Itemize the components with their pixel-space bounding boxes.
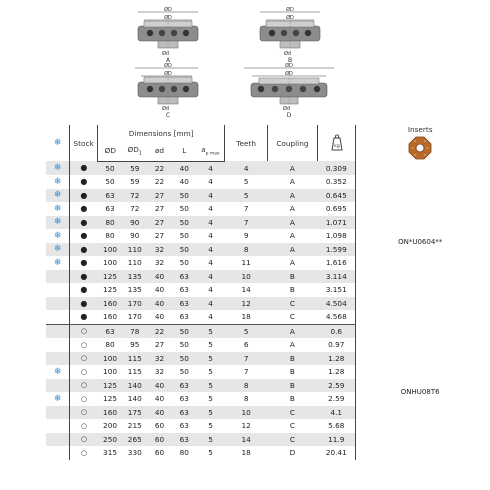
- coupling-header: Coupling: [268, 125, 318, 161]
- cell-ap: 5: [197, 379, 225, 393]
- cell-d: 200: [103, 421, 117, 431]
- snowflake-cell: [46, 324, 70, 338]
- snowflake-cell: [46, 406, 70, 420]
- cell-weight: 0.6: [317, 324, 356, 338]
- cell-d: 100: [98, 352, 123, 366]
- cell-d: 315: [103, 448, 117, 458]
- cell-bore: 40: [147, 406, 172, 420]
- cell-weight: 0.645: [317, 189, 356, 203]
- snowflake-cell: [46, 352, 70, 366]
- cell-ap: 5: [208, 367, 213, 377]
- cell-teeth: 7: [225, 216, 268, 230]
- cell-d1: 90: [130, 231, 140, 241]
- cell-teeth: 7: [225, 352, 268, 366]
- snowflake-cell: [46, 310, 70, 324]
- snowflake-cell: ❄: [53, 366, 62, 377]
- cell-coupling: C: [289, 421, 295, 431]
- cell-l: 63: [179, 394, 189, 404]
- cell-ap: 4: [197, 243, 225, 257]
- stock-cell: ○: [70, 338, 98, 352]
- inserts-title: Inserts: [407, 125, 433, 134]
- cell-teeth: 7: [243, 367, 249, 377]
- cell-weight: 1.071: [317, 216, 356, 230]
- cell-teeth: 18: [241, 312, 251, 322]
- cell-ap: 4: [208, 177, 213, 187]
- cell-weight: 4.1: [317, 406, 356, 420]
- col-ap-header: $a_{p max}$: [197, 141, 225, 161]
- drawing-d: [244, 62, 334, 119]
- cell-coupling: C: [268, 406, 318, 420]
- cell-weight: 2.59: [328, 394, 345, 404]
- cell-l: 63: [179, 312, 189, 322]
- inserts-header: [356, 125, 484, 161]
- d-dim-2: ØD: [285, 71, 293, 77]
- b-dim-3: Ød: [284, 51, 292, 57]
- b-dim-1: ØD: [286, 7, 294, 13]
- cell-d: 80: [98, 216, 123, 230]
- cell-bore: 27: [147, 189, 172, 203]
- stock-cell: ○: [70, 406, 98, 420]
- cell-coupling: A: [289, 204, 295, 214]
- cell-coupling: A: [268, 161, 318, 175]
- cell-l: 80: [179, 448, 189, 458]
- cell-d: 125: [98, 379, 123, 393]
- stock-cell: ○: [70, 324, 98, 338]
- cell-teeth: 14: [225, 433, 268, 447]
- cell-d: 160: [98, 406, 123, 420]
- cell-ap: 4: [208, 231, 213, 241]
- cell-d1: 115: [122, 352, 147, 366]
- cell-bore: 40: [154, 285, 165, 295]
- cell-d1: 135: [122, 270, 147, 284]
- stock-cell: ●: [70, 243, 98, 257]
- cell-bore: 60: [154, 448, 165, 458]
- stock-cell: ●: [70, 216, 98, 230]
- stock-cell: ●: [70, 297, 98, 311]
- stock-cell: ○: [70, 419, 98, 433]
- stock-cell: ●: [70, 229, 98, 243]
- cell-ap: 4: [208, 204, 213, 214]
- cell-l: 63: [172, 297, 197, 311]
- cell-d1: 90: [122, 216, 147, 230]
- cell-coupling: A: [289, 231, 295, 241]
- cell-ap: 4: [197, 161, 225, 175]
- cell-bore: 40: [147, 379, 172, 393]
- cell-coupling: C: [268, 297, 318, 311]
- cell-bore: 32: [154, 258, 165, 268]
- cell-bore: 32: [147, 352, 172, 366]
- cell-l: 63: [172, 270, 197, 284]
- stock-header: Stock: [70, 125, 98, 161]
- cell-d: 125: [103, 285, 117, 295]
- stock-cell: ○: [70, 379, 98, 393]
- cell-weight: 4.568: [325, 312, 347, 322]
- stock-cell: ○: [70, 446, 98, 460]
- dimensions-header: Dimensions [mm]: [98, 125, 225, 141]
- cell-weight: 1.599: [317, 243, 356, 257]
- cell-bore: 40: [147, 270, 172, 284]
- cell-teeth: 10: [225, 270, 268, 284]
- cell-ap: 5: [197, 352, 225, 366]
- cell-teeth: 8: [243, 394, 249, 404]
- cell-weight: 1.616: [325, 258, 347, 268]
- cell-teeth: 18: [241, 448, 251, 458]
- drawing-a: [138, 6, 198, 64]
- cell-bore: 60: [147, 433, 172, 447]
- cell-teeth: 6: [243, 340, 249, 350]
- cell-bore: 60: [154, 421, 165, 431]
- cell-ap: 4: [197, 189, 225, 203]
- cell-d1: 140: [127, 394, 142, 404]
- weight-icon: [330, 134, 344, 152]
- cell-coupling: B: [289, 285, 295, 295]
- snowflake-icon: ❄: [53, 137, 62, 148]
- c-dim-1: ØD: [164, 63, 172, 69]
- cell-teeth: 10: [225, 406, 268, 420]
- cell-l: 50: [179, 367, 189, 377]
- cell-d: 50: [105, 177, 115, 187]
- drawing-c: [135, 62, 198, 119]
- table-row: [46, 161, 484, 175]
- cell-coupling: A: [268, 324, 318, 338]
- cell-bore: 40: [147, 297, 172, 311]
- cell-teeth: 14: [241, 285, 251, 295]
- a-dim-3: Ød: [162, 51, 170, 57]
- cell-l: 50: [172, 189, 197, 203]
- cell-l: 50: [172, 243, 197, 257]
- cell-d1: 170: [122, 297, 147, 311]
- snowflake-cell: ❄: [46, 243, 70, 257]
- weight-unit: kg: [333, 144, 340, 150]
- cell-teeth: 8: [225, 379, 268, 393]
- cell-d: 160: [103, 312, 117, 322]
- a-dim-1: ØD: [164, 7, 172, 13]
- cell-coupling: A: [268, 243, 318, 257]
- drawing-label-b: B: [287, 57, 293, 64]
- snowflake-cell: ❄: [53, 176, 62, 187]
- cell-ap: 5: [197, 324, 225, 338]
- snowflake-cell: ❄: [53, 230, 62, 241]
- cell-coupling: B: [289, 394, 295, 404]
- cell-ap: 4: [208, 285, 213, 295]
- snowflake-cell: [46, 419, 70, 433]
- cell-teeth: 5: [225, 189, 268, 203]
- cell-weight: 1.098: [325, 231, 347, 241]
- cell-bore: 40: [154, 312, 165, 322]
- d-dim-3: Ød: [283, 106, 291, 112]
- cell-d: 80: [105, 231, 115, 241]
- cell-l: 50: [179, 231, 189, 241]
- cutter-drawings: [0, 0, 490, 120]
- cell-d: 250: [98, 433, 123, 447]
- snowflake-cell: [46, 379, 70, 393]
- cell-bore: 22: [147, 324, 172, 338]
- cell-d: 125: [98, 270, 123, 284]
- cell-d: 100: [103, 258, 117, 268]
- cell-d: 100: [98, 243, 123, 257]
- cell-coupling: A: [268, 189, 318, 203]
- cell-teeth: 12: [225, 297, 268, 311]
- cell-d1: 140: [122, 379, 147, 393]
- cell-ap: 4: [197, 297, 225, 311]
- cell-teeth: 9: [243, 231, 249, 241]
- cell-d: 100: [103, 367, 117, 377]
- cell-bore: 32: [154, 367, 165, 377]
- stock-cell: ●: [70, 270, 98, 284]
- cell-bore: 27: [154, 231, 165, 241]
- c-dim-2: ØD: [164, 71, 172, 77]
- cell-teeth: 5: [243, 177, 249, 187]
- insert-group-1: ON*U0604**: [356, 161, 484, 324]
- cell-coupling: B: [289, 367, 295, 377]
- snowflake-cell: ❄: [46, 216, 70, 230]
- cell-teeth: 8: [225, 243, 268, 257]
- cell-coupling: A: [289, 340, 295, 350]
- cell-weight: 5.68: [328, 421, 345, 431]
- cell-d: 160: [98, 297, 123, 311]
- cell-l: 63: [172, 379, 197, 393]
- stock-cell: ●: [70, 202, 98, 216]
- snowflake-cell: [46, 297, 70, 311]
- cell-weight: 0.97: [328, 340, 345, 350]
- cell-d1: 175: [122, 406, 147, 420]
- cell-ap: 5: [197, 433, 225, 447]
- cell-l: 63: [179, 285, 189, 295]
- cell-l: 50: [179, 258, 189, 268]
- cell-d1: 72: [130, 204, 140, 214]
- cutter-spec-table: [46, 125, 484, 460]
- cell-l: 50: [179, 204, 189, 214]
- cell-weight: 3.151: [325, 285, 347, 295]
- cell-bore: 27: [147, 216, 172, 230]
- cell-d1: 265: [122, 433, 147, 447]
- snowflake-header-cell: [46, 125, 70, 161]
- cell-d1: 95: [130, 340, 140, 350]
- snowflake-cell: ❄: [46, 189, 70, 203]
- cell-ap: 5: [208, 394, 213, 404]
- cell-l: 63: [179, 421, 189, 431]
- cell-d1: 215: [127, 421, 142, 431]
- cell-d: 63: [105, 204, 115, 214]
- drawing-label-d: D: [286, 112, 292, 119]
- cell-weight: 1.28: [328, 367, 345, 377]
- cell-ap: 4: [208, 312, 213, 322]
- cell-bore: 40: [154, 394, 165, 404]
- b-dim-2: ØD: [286, 15, 294, 21]
- weight-header: [317, 125, 356, 161]
- snowflake-cell: ❄: [53, 257, 62, 268]
- cell-d1: 170: [127, 312, 142, 322]
- cell-ap: 4: [197, 270, 225, 284]
- cell-weight: 0.309: [317, 161, 356, 175]
- a-dim-2: ØD: [164, 15, 172, 21]
- snowflake-cell: [46, 338, 70, 352]
- drawing-label-c: C: [165, 112, 171, 119]
- cell-d: 63: [98, 189, 123, 203]
- cell-d: 125: [103, 394, 117, 404]
- col-bore-header: ød: [147, 141, 172, 161]
- cell-d1: 115: [127, 367, 142, 377]
- cell-bore: 27: [154, 204, 165, 214]
- cell-weight: 0.352: [325, 177, 347, 187]
- stock-cell: ○: [70, 365, 98, 379]
- col-d1-header: $ØD_1$: [122, 141, 147, 161]
- cell-d1: 135: [127, 285, 142, 295]
- cell-bore: 32: [147, 243, 172, 257]
- cell-weight: 0.695: [325, 204, 347, 214]
- stock-cell: ●: [70, 175, 98, 189]
- teeth-header: Teeth: [225, 125, 268, 161]
- cell-ap: 5: [197, 406, 225, 420]
- cell-l: 40: [172, 161, 197, 175]
- stock-cell: ●: [70, 283, 98, 297]
- snowflake-cell: ❄: [53, 393, 62, 404]
- insert-image: [408, 136, 432, 160]
- cell-coupling: B: [268, 352, 318, 366]
- cell-weight: 2.59: [317, 379, 356, 393]
- cell-d: 50: [98, 161, 123, 175]
- stock-cell: ●: [70, 256, 98, 270]
- stock-cell: ●: [70, 189, 98, 203]
- cell-teeth: 11: [241, 258, 251, 268]
- cell-l: 50: [172, 352, 197, 366]
- cell-teeth: 5: [225, 324, 268, 338]
- cell-coupling: B: [268, 270, 318, 284]
- snowflake-cell: [46, 433, 70, 447]
- cell-coupling: A: [268, 216, 318, 230]
- snowflake-cell: [46, 446, 70, 460]
- cell-coupling: C: [289, 312, 295, 322]
- cell-ap: 4: [197, 216, 225, 230]
- cell-coupling: D: [289, 448, 296, 458]
- cell-bore: 22: [147, 161, 172, 175]
- cell-l: 63: [172, 406, 197, 420]
- cell-d1: 59: [130, 177, 140, 187]
- cell-d1: 110: [127, 258, 142, 268]
- d-dim-1: ØD: [285, 63, 293, 69]
- cell-weight: 20.41: [325, 448, 347, 458]
- insert-group-2: ONHU08T6: [356, 324, 484, 460]
- cell-weight: 4.504: [317, 297, 356, 311]
- col-d-header: ØD: [98, 141, 123, 161]
- c-dim-3: Ød: [162, 106, 170, 112]
- cell-weight: 11.9: [317, 433, 356, 447]
- cell-bore: 27: [154, 340, 165, 350]
- cell-weight: 3.114: [317, 270, 356, 284]
- cell-ap: 5: [208, 340, 213, 350]
- cell-teeth: 7: [243, 204, 249, 214]
- cell-d: 80: [105, 340, 115, 350]
- cell-l: 50: [172, 216, 197, 230]
- cell-l: 63: [172, 433, 197, 447]
- snowflake-cell: [46, 270, 70, 284]
- drawing-label-a: A: [165, 57, 171, 64]
- stock-cell: ●: [70, 310, 98, 324]
- cell-coupling: A: [289, 258, 295, 268]
- cell-ap: 5: [208, 421, 213, 431]
- cell-l: 40: [179, 177, 189, 187]
- stock-cell: ○: [70, 352, 98, 366]
- cell-d: 63: [98, 324, 123, 338]
- table-row: [46, 324, 484, 338]
- stock-cell: ○: [70, 433, 98, 447]
- cell-teeth: 4: [225, 161, 268, 175]
- cell-d1: 72: [122, 189, 147, 203]
- col-l-header: L: [172, 141, 197, 161]
- snowflake-cell: [46, 283, 70, 297]
- snowflake-cell: ❄: [53, 203, 62, 214]
- cell-d1: 110: [122, 243, 147, 257]
- cell-coupling: B: [268, 379, 318, 393]
- stock-cell: ●: [70, 161, 98, 175]
- cell-d1: 78: [122, 324, 147, 338]
- cell-weight: 1.28: [317, 352, 356, 366]
- cell-l: 50: [179, 340, 189, 350]
- cell-d1: 59: [122, 161, 147, 175]
- cell-teeth: 12: [241, 421, 251, 431]
- cell-coupling: A: [289, 177, 295, 187]
- cell-d1: 330: [127, 448, 142, 458]
- cell-ap: 4: [208, 258, 213, 268]
- cell-ap: 5: [208, 448, 213, 458]
- cell-bore: 22: [154, 177, 165, 187]
- cell-l: 50: [172, 324, 197, 338]
- snowflake-cell: ❄: [46, 161, 70, 175]
- stock-cell: ○: [70, 392, 98, 406]
- cell-coupling: C: [268, 433, 318, 447]
- drawing-b: [260, 6, 320, 64]
